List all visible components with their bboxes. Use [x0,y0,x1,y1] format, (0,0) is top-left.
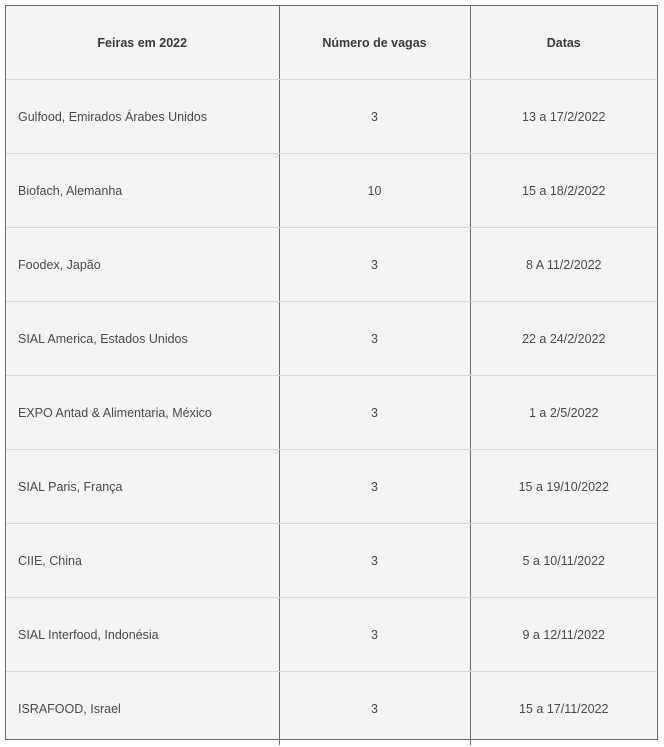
cell-vagas: 10 [279,154,470,228]
cell-feira: Foodex, Japão [6,228,279,302]
table-row [6,80,657,154]
cell-vagas: 3 [279,376,470,450]
cell-feira: CIIE, China [6,524,279,598]
header-vagas: Número de vagas [279,6,470,80]
cell-datas: 15 a 19/10/2022 [470,450,657,524]
cell-datas: 15 a 17/11/2022 [519,701,609,716]
cell-datas: 1 a 2/5/2022 [470,376,657,450]
cell-vagas: 3 [279,302,470,376]
table-row [6,302,657,376]
cell-vagas: 3 [279,80,470,154]
cell-vagas: 3 [279,672,470,746]
cell-feira: SIAL America, Estados Unidos [6,302,279,376]
header-feiras: Feiras em 2022 [6,6,279,80]
cell-feira: ISRAFOOD, Israel [6,672,279,746]
cell-datas: 8 A 11/2/2022 [470,228,657,302]
cell-feira: EXPO Antad & Alimentaria, México [6,376,279,450]
table-row [6,154,657,228]
fairs-table [6,6,657,745]
cell-feira: Gulfood, Emirados Árabes Unidos [6,80,279,154]
cell-feira: SIAL Interfood, Indonésia [6,598,279,672]
cell-vagas: 3 [279,598,470,672]
table-row [6,450,657,524]
cell-datas: 9 a 12/11/2022 [470,598,657,672]
cell-vagas: 3 [279,450,470,524]
table-row [6,376,657,450]
cell-datas: 15 a 18/2/2022 [470,154,657,228]
table-header-row [6,6,657,80]
fairs-table-container [5,5,658,740]
cell-datas: 13 a 17/2/2022 [470,80,657,154]
cell-datas: 22 a 24/2/2022 [470,302,657,376]
table-row [6,598,657,672]
cell-datas: 5 a 10/11/2022 [470,524,657,598]
table-row [6,672,657,746]
cell-vagas: 3 [279,524,470,598]
cell-feira: SIAL Paris, França [6,450,279,524]
cell-vagas: 3 [279,228,470,302]
cell-feira: Biofach, Alemanha [6,154,279,228]
header-datas: Datas [470,6,657,80]
table-row [6,524,657,598]
table-row [6,228,657,302]
